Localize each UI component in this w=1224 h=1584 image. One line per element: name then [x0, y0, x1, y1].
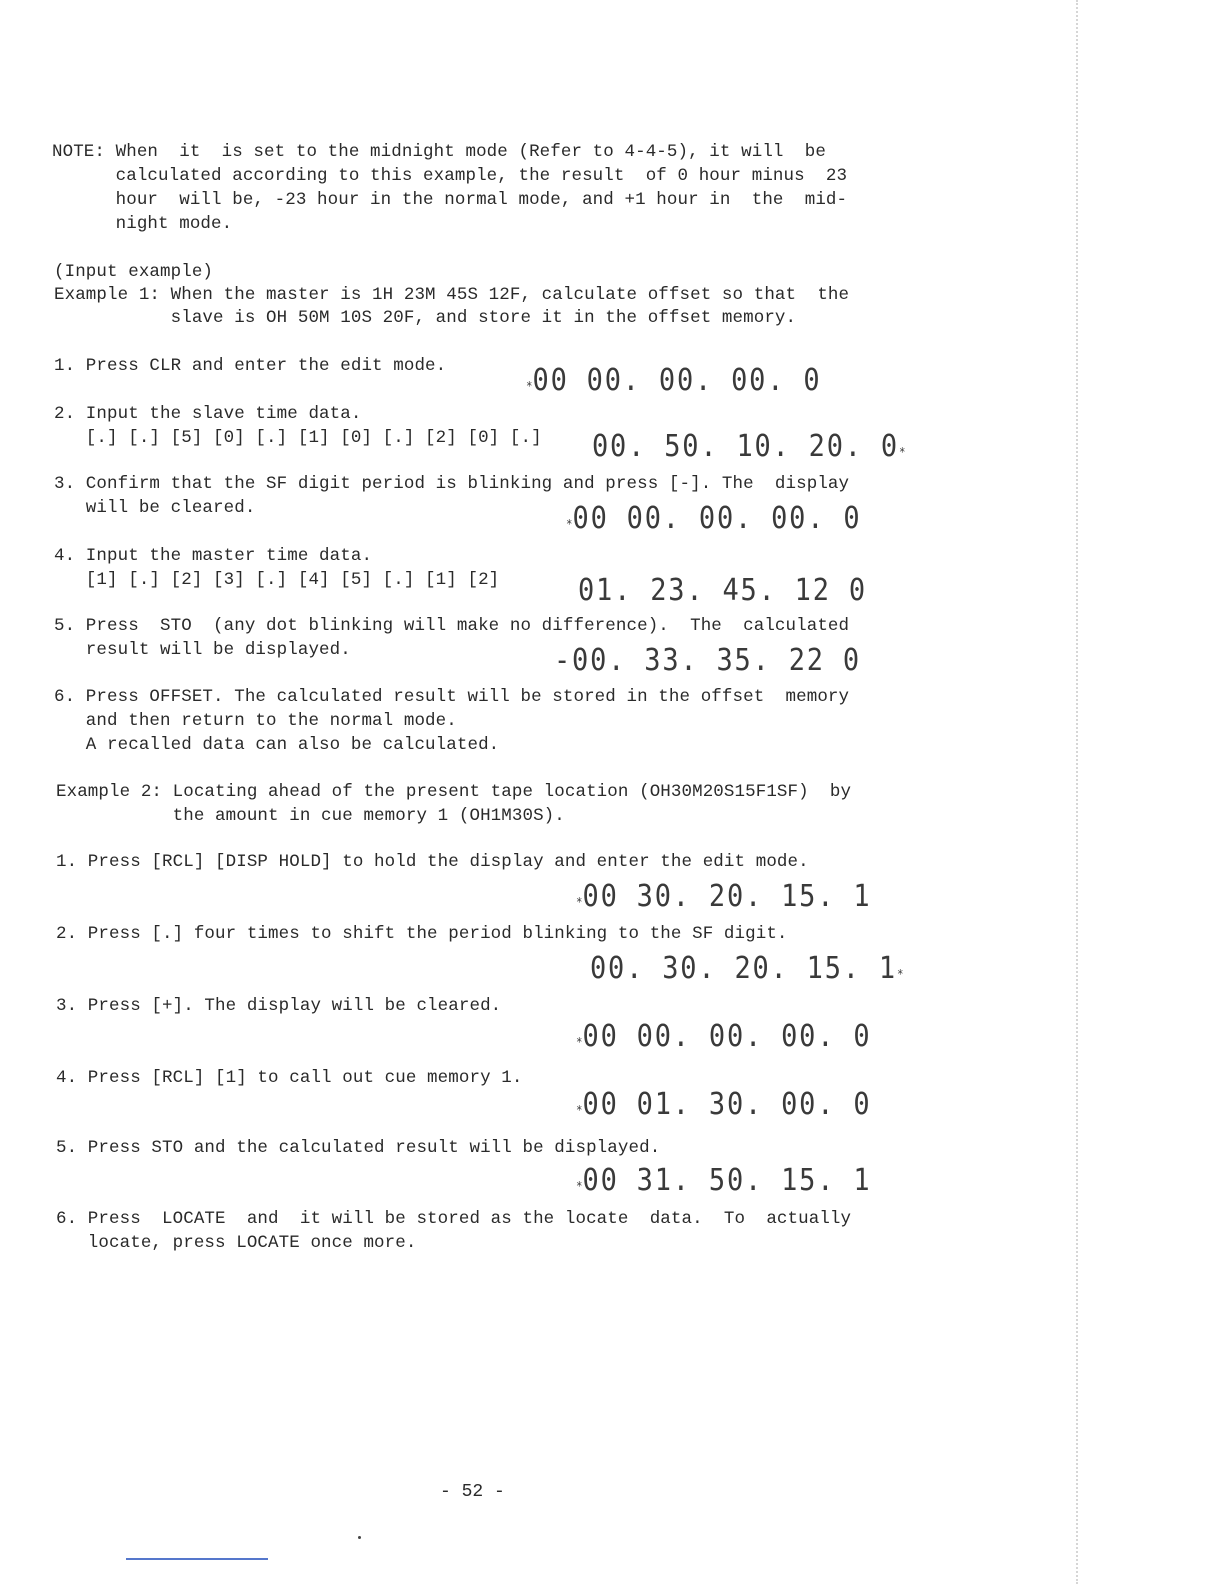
- ex1-step2-keys: [.] [.] [5] [0] [.] [1] [0] [.] [2] [0] [.]: [54, 428, 542, 448]
- page-edge: [1076, 0, 1078, 1584]
- ex1-step1-text: 1. Press CLR and enter the edit mode.: [54, 356, 447, 376]
- ex1-step1-display: *00 00. 00. 00. 0: [526, 363, 822, 398]
- ex2-step1-text: 1. Press [RCL] [DISP HOLD] to hold the display and enter the edit mode.: [56, 852, 809, 872]
- ex2-step6-line-1: 6. Press LOCATE and it will be stored as the locate data. To actually: [56, 1209, 852, 1229]
- ex1-step2-text: 2. Input the slave time data.: [54, 404, 362, 424]
- ex1-step6-line-2: and then return to the normal mode.: [54, 711, 457, 731]
- ex2-step4-text: 4. Press [RCL] [1] to call out cue memory 1.: [56, 1068, 523, 1088]
- ex1-step6-line-1: 6. Press OFFSET. The calculated result will be stored in the offset memory: [54, 687, 850, 707]
- ex1-step2-display: 00. 50. 10. 20. 0*: [592, 429, 906, 464]
- note-line-4: night mode.: [52, 214, 233, 234]
- ex1-step3-line-1: 3. Confirm that the SF digit period is blinking and press [-]. The display: [54, 474, 850, 494]
- ex2-step3-display: *00 00. 00. 00. 0: [576, 1019, 872, 1054]
- ex1-step4-keys: [1] [.] [2] [3] [.] [4] [5] [.] [1] [2]: [54, 570, 500, 590]
- ex2-step5-display: *00 31. 50. 15. 1: [576, 1163, 872, 1198]
- example1-line-2: slave is OH 50M 10S 20F, and store it in the offset memory.: [54, 308, 797, 328]
- example1-line-1: Example 1: When the master is 1H 23M 45S 12F, calculate offset so that the: [54, 285, 850, 305]
- ex2-step6-line-2: locate, press LOCATE once more.: [56, 1233, 417, 1253]
- ex1-step4-display: 01. 23. 45. 12 0: [578, 573, 867, 608]
- speck-mark: [358, 1536, 361, 1539]
- ex1-step6-line-3: A recalled data can also be calculated.: [54, 735, 500, 755]
- note-line-1: NOTE: When it is set to the midnight mode (Refer to 4-4-5), it will be: [52, 142, 826, 162]
- ex2-step2-text: 2. Press [.] four times to shift the period blinking to the SF digit.: [56, 924, 788, 944]
- ex1-step4-text: 4. Input the master time data.: [54, 546, 373, 566]
- page-number: - 52 -: [440, 1482, 505, 1502]
- ex2-step2-display: 00. 30. 20. 15. 1*: [590, 951, 904, 986]
- ex1-step5-display: -00. 33. 35. 22 0: [554, 643, 861, 678]
- ex2-step4-display: *00 01. 30. 00. 0: [576, 1087, 872, 1122]
- ex2-step5-text: 5. Press STO and the calculated result will be displayed.: [56, 1138, 661, 1158]
- example2-line-2: the amount in cue memory 1 (OH1M30S).: [56, 806, 565, 826]
- ex1-step3-line-2: will be cleared.: [54, 498, 256, 518]
- note-line-2: calculated according to this example, the result of 0 hour minus 23: [52, 166, 848, 186]
- ex1-step5-line-2: result will be displayed.: [54, 640, 351, 660]
- ex1-step5-line-1: 5. Press STO (any dot blinking will make no difference). The calculated: [54, 616, 850, 636]
- ex2-step3-text: 3. Press [+]. The display will be cleared.: [56, 996, 502, 1016]
- example2-line-1: Example 2: Locating ahead of the present tape location (OH30M20S15F1SF) by: [56, 782, 852, 802]
- bottom-rule: [126, 1558, 268, 1560]
- ex1-step3-display: *00 00. 00. 00. 0: [566, 501, 862, 536]
- ex2-step1-display: *00 30. 20. 15. 1: [576, 879, 872, 914]
- note-line-3: hour will be, -23 hour in the normal mode, and +1 hour in the mid-: [52, 190, 848, 210]
- input-example-heading: (Input example): [54, 262, 214, 282]
